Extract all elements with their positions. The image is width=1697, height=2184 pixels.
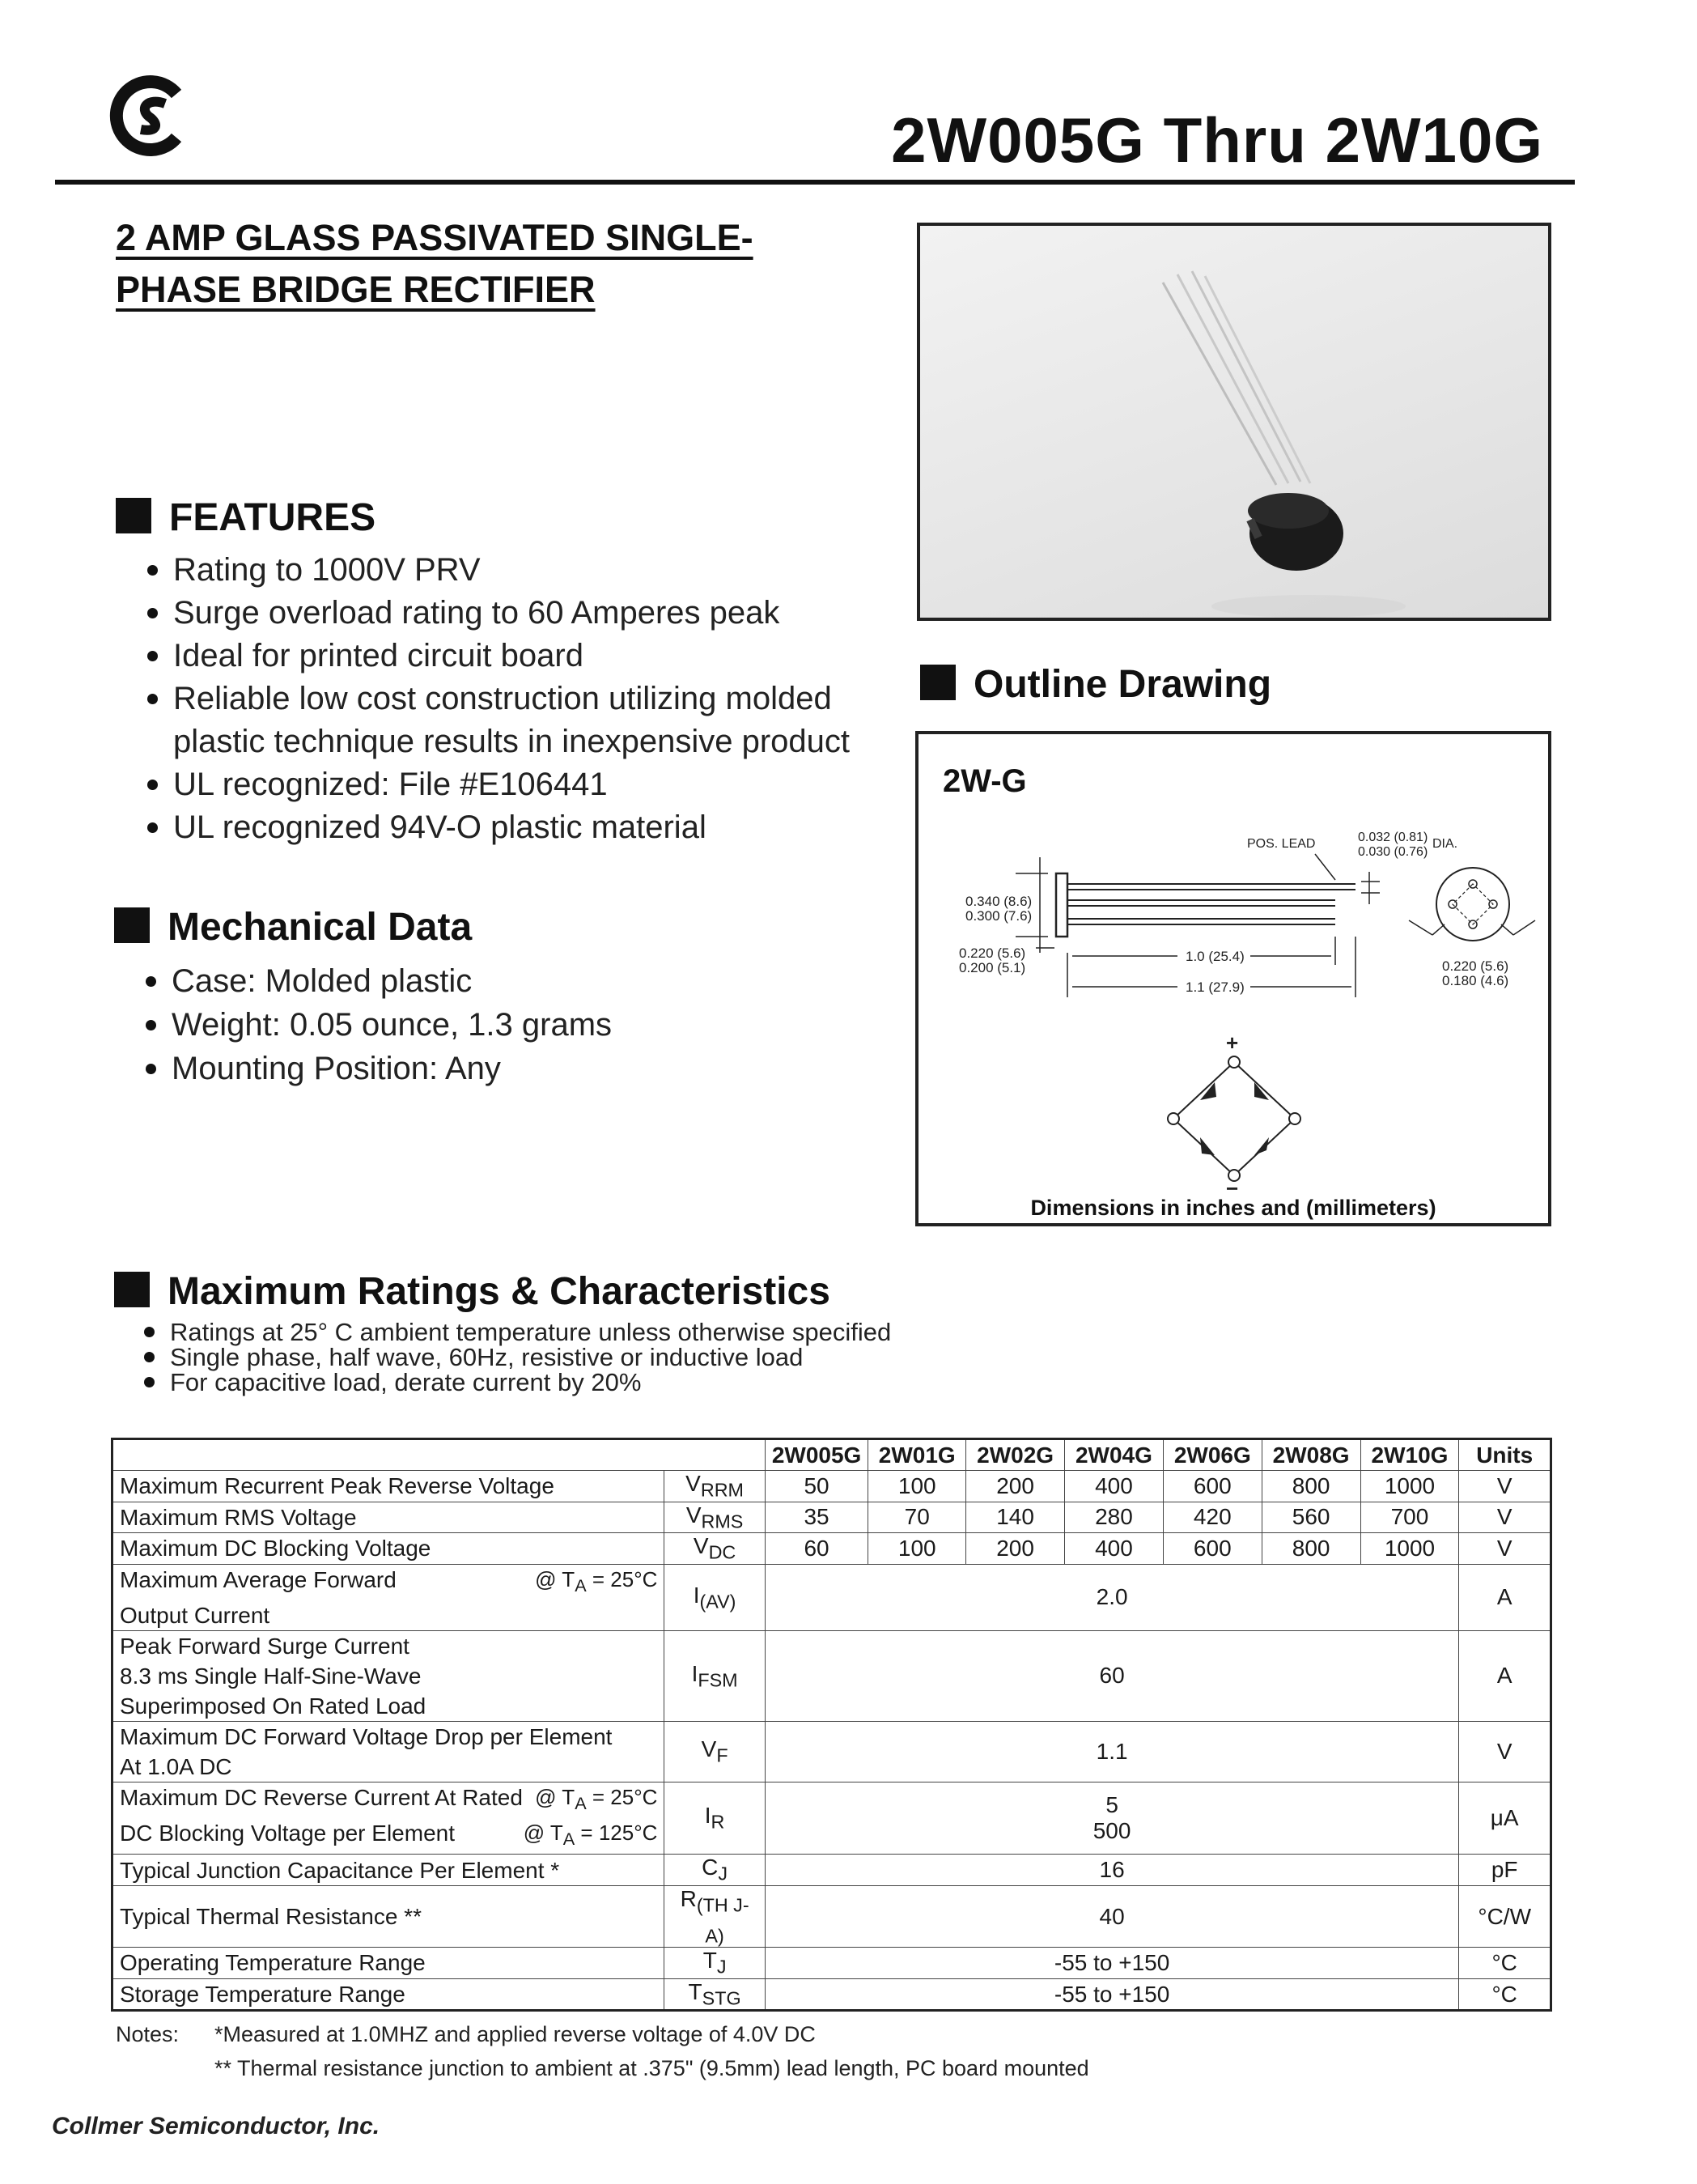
dim-height-1: 0.340 (8.6) bbox=[965, 894, 1033, 909]
col-header: 2W06G bbox=[1163, 1439, 1262, 1471]
product-photo bbox=[917, 223, 1551, 621]
ratings-conditions bbox=[136, 1319, 891, 1395]
section-square-icon bbox=[920, 665, 956, 700]
list-item: Ideal for printed circuit board bbox=[139, 635, 910, 678]
dim-width-2: 0.200 (5.1) bbox=[959, 960, 1026, 975]
minus-terminal: − bbox=[1226, 1176, 1239, 1200]
mechanical-heading: Mechanical Data bbox=[114, 905, 472, 950]
section-square-icon bbox=[114, 907, 150, 943]
col-header: 2W10G bbox=[1360, 1439, 1459, 1471]
list-item: Case: Molded plastic bbox=[138, 959, 612, 1003]
table-row: Operating Temperature Range $T_J$ -55 to +150 °C bbox=[112, 1948, 1551, 1979]
part-title: 2W005G Thru 2W10G bbox=[891, 104, 1543, 176]
col-header: 2W08G bbox=[1262, 1439, 1360, 1471]
company-logo bbox=[105, 71, 194, 160]
company-name: Collmer Semiconductor, Inc. bbox=[52, 2113, 380, 2139]
table-row: Typical Junction Capacitance Per Element * $C_J$ 16 pF bbox=[112, 1855, 1551, 1886]
features-heading: FEATURES bbox=[116, 495, 375, 540]
table-row: Typical Thermal Resistance ** $R_{(TH J-A)}$ 40 °C/W bbox=[112, 1885, 1551, 1947]
col-header: 2W01G bbox=[868, 1439, 966, 1471]
table-row: Maximum Average Forward @ $T_A = 25^\circ C$ Output Current $I_{(AV)}$ 2.0 A bbox=[112, 1564, 1551, 1630]
notes-label: Notes: bbox=[116, 2022, 180, 2046]
dimensions-note: Dimensions in inches and (millimeters) bbox=[1030, 1196, 1436, 1220]
lead-dia-suffix: DIA. bbox=[1432, 837, 1458, 851]
rectifier-image bbox=[920, 226, 1548, 618]
outline-heading: Outline Drawing bbox=[920, 662, 1271, 707]
list-item: Ratings at 25° C ambient temperature unless otherwise specified bbox=[136, 1319, 891, 1345]
list-item: Weight: 0.05 ounce, 1.3 grams bbox=[138, 1003, 612, 1047]
ratings-table bbox=[111, 1438, 1552, 2012]
dim-length-2: 1.1 (27.9) bbox=[1186, 979, 1245, 995]
list-item: Surge overload rating to 60 Amperes peak bbox=[139, 592, 910, 635]
list-item: Reliable low cost construction utilizing molded plastic technique results in inexpensive product bbox=[139, 678, 910, 763]
table-header-row bbox=[112, 1439, 1551, 1471]
table-row: Maximum RMS Voltage $V_{RMS}$ 35 70 140 280 420 560 700 V bbox=[112, 1502, 1551, 1533]
lead-dia-2: 0.030 (0.76) bbox=[1358, 845, 1428, 859]
pos-lead-label: POS. LEAD bbox=[1247, 837, 1316, 851]
dim-spacing-2: 0.180 (4.6) bbox=[1442, 973, 1509, 988]
list-item: Single phase, half wave, 60Hz, resistive or inductive load bbox=[136, 1345, 891, 1370]
dim-spacing-1: 0.220 (5.6) bbox=[1442, 958, 1509, 974]
dim-width-1: 0.220 (5.6) bbox=[959, 945, 1026, 961]
col-header: 2W02G bbox=[966, 1439, 1065, 1471]
list-item: UL recognized: File #E106441 bbox=[139, 763, 910, 806]
plus-terminal: + bbox=[1226, 1030, 1239, 1055]
ratings-heading: Maximum Ratings & Characteristics bbox=[114, 1269, 830, 1314]
list-item: UL recognized 94V-O plastic material bbox=[139, 806, 910, 849]
list-item: For capacitive load, derate current by 20% bbox=[136, 1370, 891, 1395]
list-item: Mounting Position: Any bbox=[138, 1047, 612, 1090]
section-square-icon bbox=[114, 1272, 150, 1307]
note-item: ** Thermal resistance junction to ambient at .375" (9.5mm) lead length, PC board mounted bbox=[214, 2056, 1089, 2080]
dim-height-2: 0.300 (7.6) bbox=[965, 908, 1033, 924]
mechanical-list bbox=[138, 959, 612, 1090]
header-rule bbox=[55, 180, 1575, 185]
col-header: 2W04G bbox=[1065, 1439, 1164, 1471]
table-row: Maximum DC Forward Voltage Drop per Element At 1.0A DC $V_F$ 1.1 V bbox=[112, 1721, 1551, 1782]
col-header: Units bbox=[1459, 1439, 1551, 1471]
table-row: Maximum DC Reverse Current At Rated @ $T_A = 25^\circ C$ DC Blocking Voltage per Element @ $T_A = 125^\circ C$ $I_R$ 5 500 μA bbox=[112, 1782, 1551, 1854]
note-item: *Measured at 1.0MHZ and applied reverse voltage of 4.0V DC bbox=[214, 2022, 816, 2046]
table-row: Maximum Recurrent Peak Reverse Voltage $V_{RRM}$ 50 100 200 400 600 800 1000 V bbox=[112, 1471, 1551, 1502]
list-item: Rating to 1000V PRV bbox=[139, 549, 910, 592]
col-header: 2W005G bbox=[765, 1439, 868, 1471]
dim-length-1: 1.0 (25.4) bbox=[1186, 949, 1245, 964]
table-row: Maximum DC Blocking Voltage $V_{DC}$ 60 100 200 400 600 800 1000 V bbox=[112, 1533, 1551, 1565]
section-square-icon bbox=[116, 498, 151, 533]
table-row: Peak Forward Surge Current 8.3 ms Single Half-Sine-Wave Superimposed On Rated Load $I_{FSM}$ 60 A bbox=[112, 1630, 1551, 1721]
outline-drawing bbox=[927, 815, 1542, 1200]
package-label: 2W-G bbox=[943, 763, 1027, 799]
features-list bbox=[139, 549, 910, 849]
outline-drawing-box bbox=[915, 731, 1551, 1226]
table-row: Storage Temperature Range $T_{STG}$ -55 to +150 °C bbox=[112, 1978, 1551, 2011]
product-subtitle: 2 AMP GLASS PASSIVATED SINGLE- PHASE BRIDGE RECTIFIER bbox=[116, 217, 753, 310]
lead-dia-1: 0.032 (0.81) bbox=[1358, 831, 1428, 844]
notes bbox=[116, 2017, 1089, 2085]
